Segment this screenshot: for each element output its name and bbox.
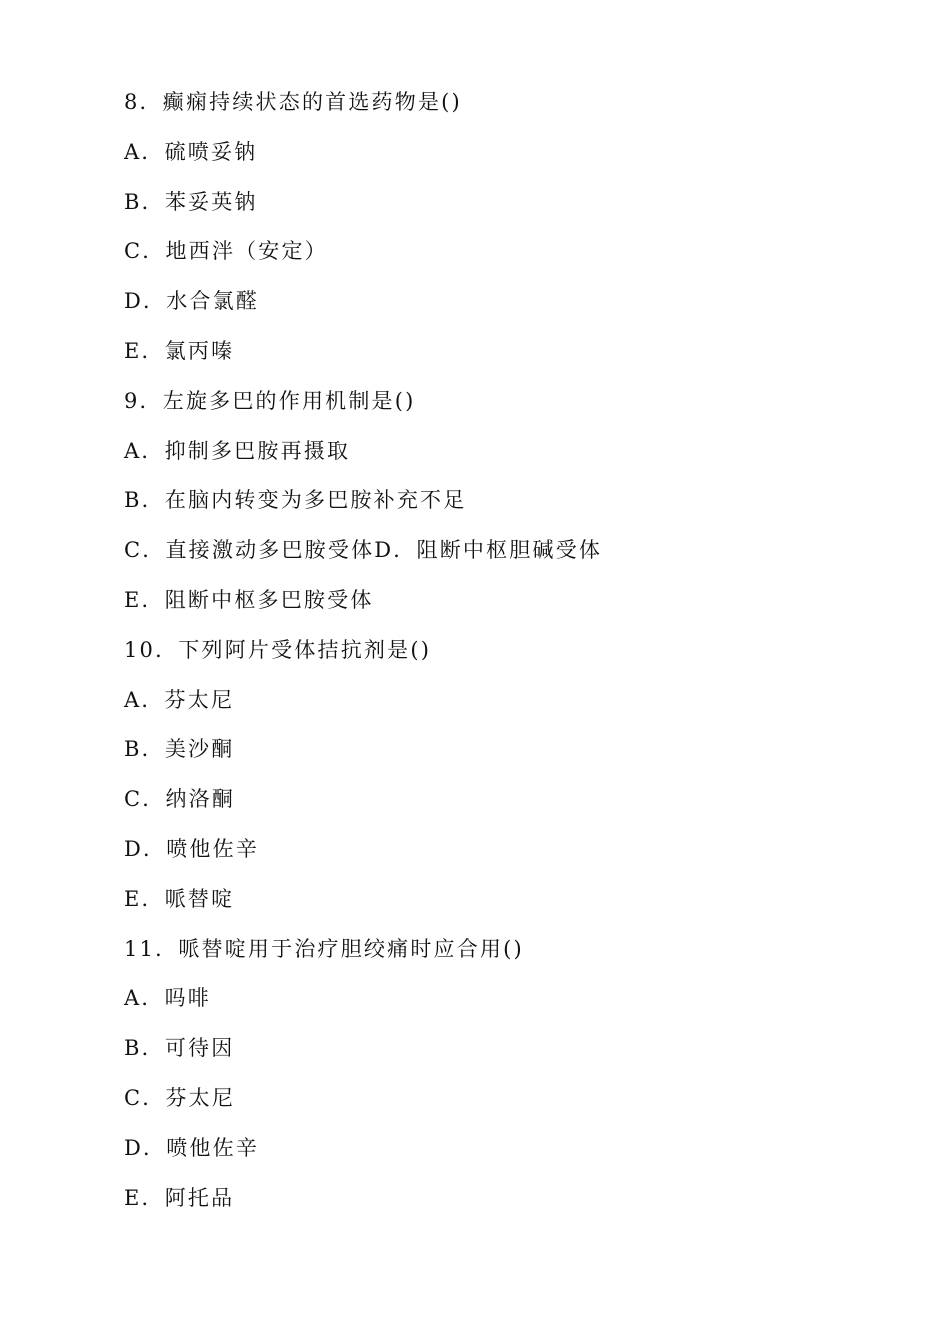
option-9-c-d: C．直接激动多巴胺受体D．阻断中枢胆碱受体	[124, 538, 603, 563]
option-10-d: D．喷他佐辛	[124, 836, 260, 861]
option-10-a: A．芬太尼	[124, 687, 235, 712]
option-8-e: E．氯丙嗪	[124, 338, 235, 363]
option-11-b: B．可待因	[124, 1036, 235, 1061]
option-11-c: C．芬太尼	[124, 1085, 236, 1110]
option-9-a: A．抑制多巴胺再摄取	[124, 438, 351, 463]
option-11-d: D．喷他佐辛	[124, 1135, 260, 1160]
option-8-b: B．苯妥英钠	[124, 189, 258, 214]
option-9-e: E．阻断中枢多巴胺受体	[124, 587, 374, 612]
option-8-a: A．硫喷妥钠	[124, 139, 258, 164]
option-10-c: C．纳洛酮	[124, 787, 236, 812]
option-10-b: B．美沙酮	[124, 737, 235, 762]
question-list	[124, 84, 884, 1229]
option-8-d: D．水合氯醛	[124, 289, 260, 314]
question-8: 8．癫痫持续状态的首选药物是()	[124, 90, 462, 114]
option-11-a: A．吗啡	[124, 986, 211, 1011]
option-11-e: E．阿托品	[124, 1185, 235, 1210]
question-11: 11．哌替啶用于治疗胆绞痛时应合用()	[124, 936, 524, 961]
option-8-c: C．地西泮（安定）	[124, 239, 328, 264]
option-9-b: B．在脑内转变为多巴胺补充不足	[124, 488, 467, 513]
option-10-e: E．哌替啶	[124, 886, 235, 911]
question-9: 9．左旋多巴的作用机制是()	[124, 388, 416, 413]
question-10: 10．下列阿片受体拮抗剂是()	[124, 637, 432, 662]
